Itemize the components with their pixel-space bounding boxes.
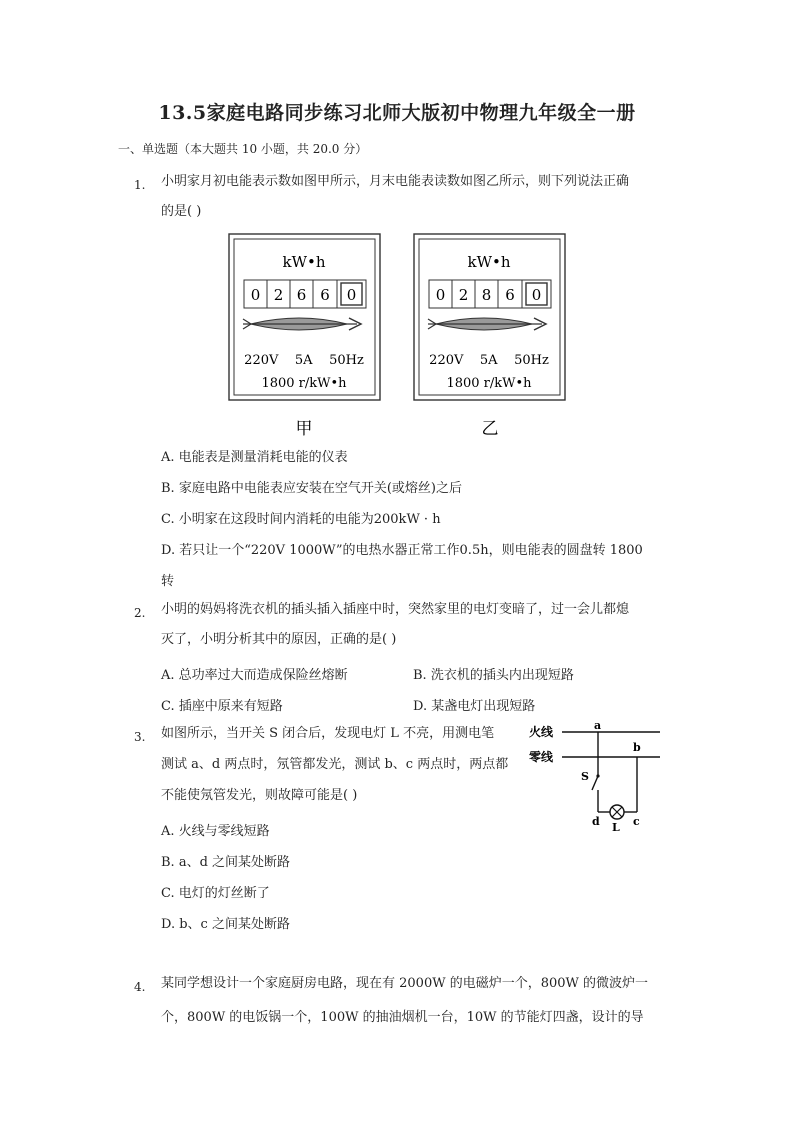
switch-s-label: S — [581, 770, 589, 783]
question-3-line-2: 测试 a、d 两点时，氖管都发光，测试 b、c 两点时，两点都 — [161, 757, 509, 772]
question-2-option-a[interactable]: A. 总功率过大而造成保险丝熔断 — [161, 668, 348, 683]
question-2-line-2: 灭了，小明分析其中的原因，正确的是( ) — [161, 632, 397, 647]
question-3-option-b[interactable]: B. a、d 之间某处断路 — [161, 855, 291, 870]
page-title: 13.5家庭电路同步练习北师大版初中物理九年级全一册 — [158, 102, 636, 124]
meter-b-digit-3: 8 — [481, 286, 492, 304]
meter-b-caption: 乙 — [481, 419, 499, 439]
question-4-line-1: 某同学想设计一个家庭厨房电路，现在有 2000W 的电磁炉一个，800W 的微波炉一 — [161, 976, 649, 991]
question-2-option-d[interactable]: D. 某盏电灯出现短路 — [413, 699, 536, 714]
section-heading: 一、单选题（本大题共 10 小题，共 20.0 分） — [118, 142, 368, 156]
meter-b-digit-1: 0 — [435, 286, 446, 304]
question-3-option-a[interactable]: A. 火线与零线短路 — [161, 824, 270, 839]
point-b-label: b — [633, 741, 641, 754]
question-3-number: 3. — [134, 730, 146, 744]
question-2-option-b[interactable]: B. 洗衣机的插头内出现短路 — [413, 668, 574, 683]
meter-a-unit: kW•h — [282, 253, 326, 271]
meter-a-digit-1: 0 — [250, 286, 261, 304]
question-1-option-a[interactable]: A. 电能表是测量消耗电能的仪表 — [161, 450, 348, 465]
neutral-wire-label: 零线 — [529, 750, 554, 764]
question-3-option-d[interactable]: D. b、c 之间某处断路 — [161, 917, 290, 932]
question-2-option-c[interactable]: C. 插座中原来有短路 — [161, 699, 283, 714]
meter-a-rate: 1800 r/kW•h — [261, 376, 347, 391]
point-c-label: c — [633, 815, 640, 828]
meter-a-digit-4: 6 — [320, 286, 330, 304]
question-3-line-3: 不能使氖管发光，则故障可能是( ) — [161, 788, 358, 803]
point-d-label: d — [592, 815, 600, 828]
question-1-number: 1. — [134, 178, 146, 192]
meter-a-digit-5: 0 — [346, 286, 357, 304]
meter-b — [414, 234, 565, 400]
meter-a-caption: 甲 — [295, 419, 313, 439]
meter-b-rate: 1800 r/kW•h — [446, 376, 532, 391]
meter-b-digit-2: 2 — [458, 286, 469, 304]
meter-b-spec: 220V 5A 50Hz — [429, 353, 549, 368]
meter-b-digit-5: 0 — [531, 286, 542, 304]
live-wire-label: 火线 — [529, 725, 554, 739]
question-4-line-2: 个，800W 的电饭锅一个，100W 的抽油烟机一台，10W 的节能灯四盏，设计的导 — [161, 1010, 644, 1025]
meter-b-unit: kW•h — [467, 253, 511, 271]
question-1-option-c[interactable]: C. 小明家在这段时间内消耗的电能为200kW · h — [161, 512, 441, 527]
question-2-line-1: 小明的妈妈将洗衣机的插头插入插座中时，突然家里的电灯变暗了，过一会儿都熄 — [161, 602, 630, 617]
meter-a-digit-3: 6 — [296, 286, 307, 304]
meter-b-digit-4: 6 — [505, 286, 515, 304]
question-1-option-d-cont: 转 — [161, 574, 175, 589]
meter-a-digit-2: 2 — [273, 286, 284, 304]
meter-a-spec: 220V 5A 50Hz — [244, 353, 364, 368]
lamp-l-label: L — [612, 821, 620, 834]
question-4-number: 4. — [134, 980, 146, 994]
question-2-number: 2. — [134, 606, 146, 620]
electric-meters-figure — [222, 228, 572, 448]
question-1-line-2: 的是( ) — [161, 204, 202, 219]
meter-a — [229, 234, 380, 400]
switch-s — [592, 776, 598, 790]
question-1-line-1: 小明家月初电能表示数如图甲所示，月末电能表读数如图乙所示，则下列说法正确 — [161, 174, 630, 189]
question-1-option-d[interactable]: D. 若只让一个“220V 1000W”的电热水器正常工作0.5h，则电能表的圆盘转 1800 — [161, 543, 643, 558]
point-a-label: a — [594, 719, 602, 732]
question-1-option-b[interactable]: B. 家庭电路中电能表应安装在空气开关(或熔丝)之后 — [161, 481, 462, 496]
question-3-option-c[interactable]: C. 电灯的灯丝断了 — [161, 886, 270, 901]
circuit-diagram — [526, 718, 666, 836]
question-3-line-1: 如图所示，当开关 S 闭合后，发现电灯 L 不亮，用测电笔 — [161, 726, 495, 741]
